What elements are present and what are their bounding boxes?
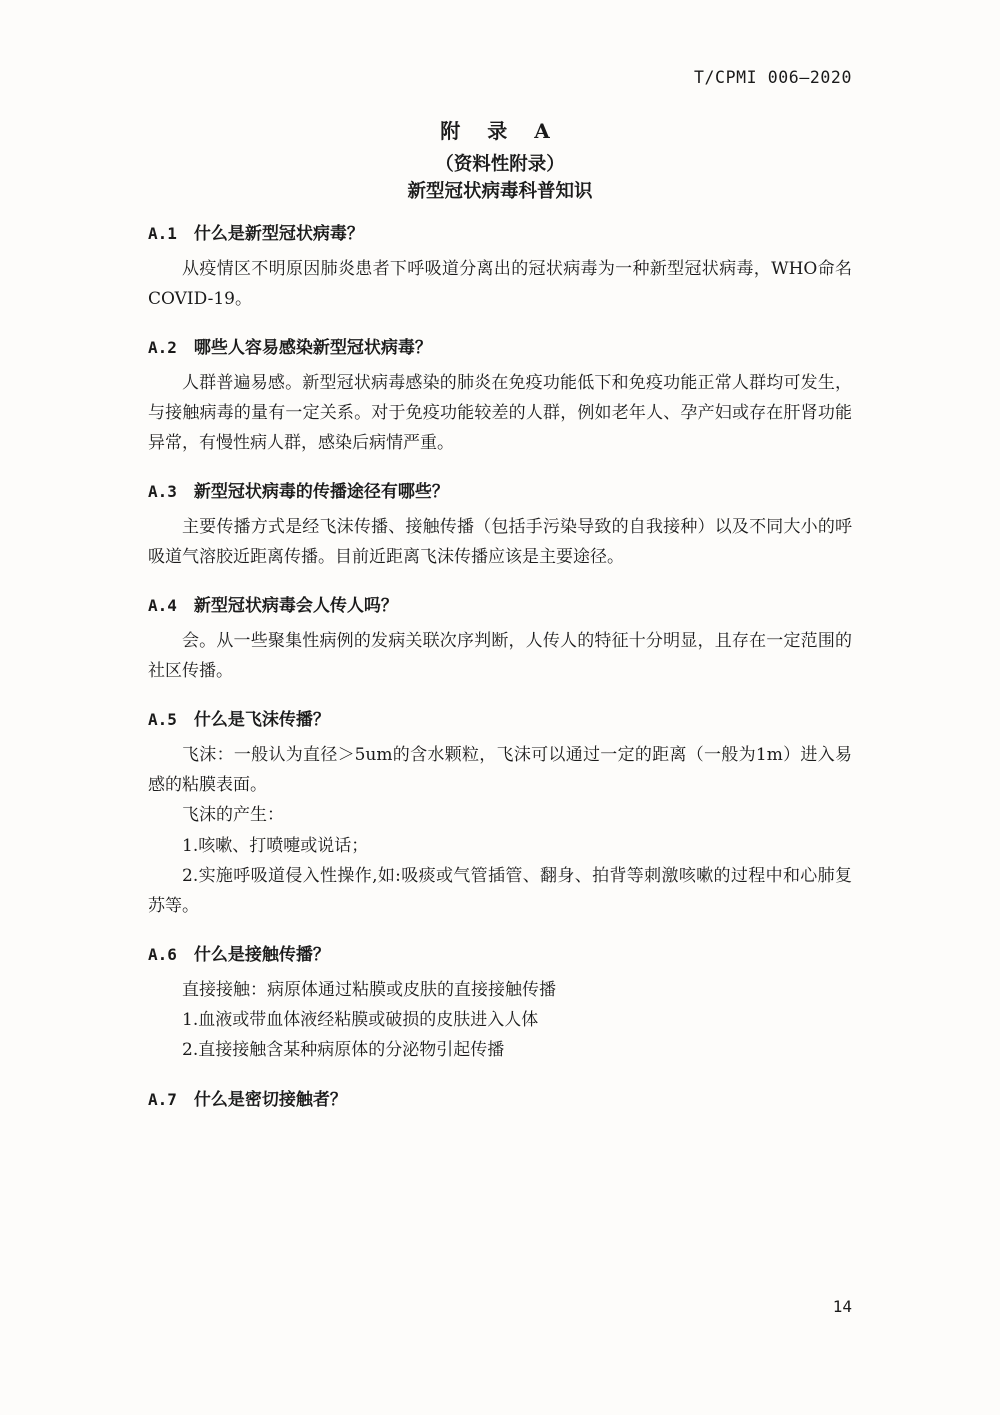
section-a5-list-item-2: 2.实施呼吸道侵入性操作,如:吸痰或气管插管、翻身、拍背等刺激咳嗽的过程中和心肺复苏等。 [148,865,852,916]
section-a7-heading [148,1088,852,1114]
section-a4-heading-text: 新型冠状病毒会人传人吗？ [193,596,398,617]
section-a5 [148,708,852,921]
section-a7-heading-text: 什么是密切接触者？ [193,1089,347,1110]
section-a3-paragraph-1: 主要传播方式是经飞沫传播、接触传播（包括手污染导致的自我接种）以及不同大小的呼吸道气溶胶近距离传播。目前近距离飞沫传播应该是主要途径。 [148,516,852,567]
section-a2-paragraph-1: 人群普遍易感。新型冠状病毒感染的肺炎在免疫功能低下和免疫功能正常人群均可发生，与接触病毒的量有一定关系。对于免疫功能较差的人群，例如老年人、孕产妇或存在肝肾功能异常，有慢性病人群，感染后病情严重。 [148,372,852,453]
section-a1-paragraph-1: 从疫情区不明原因肺炎患者下呼吸道分离出的冠状病毒为一种新型冠状病毒，WHO命名COVID-19。 [148,258,852,309]
page-number: 14 [832,1297,852,1316]
section-a3 [148,480,852,572]
section-a2-number: A.2 [148,338,177,357]
section-a4-number: A.4 [148,596,177,616]
section-a4-paragraph-1: 会。从一些聚集性病例的发病关联次序判断，人传人的特征十分明显，且存在一定范围的社区传播。 [148,630,852,681]
section-a6 [148,943,852,1065]
section-a6-list-item-1: 1.血液或带血体液经粘膜或破损的皮肤进入人体 [182,1010,539,1030]
section-a7 [148,1088,852,1114]
document-body [148,222,852,1135]
section-a6-list-item-2: 2.直接接触含某种病原体的分泌物引起传播 [182,1040,505,1061]
annex-type: （资料性附录） [435,154,565,175]
section-a5-list-item-1: 1.咳嗽、打喷嚏或说话； [182,835,369,856]
section-a6-heading [148,943,852,969]
section-a1-heading-text: 什么是新型冠状病毒？ [193,224,364,244]
section-a2 [148,336,852,458]
annex-label [148,115,852,144]
page-content-area [148,0,852,1415]
section-a5-heading-text: 什么是飞沫传播？ [193,710,330,731]
section-a4 [148,594,852,686]
section-a1 [148,222,852,314]
section-a5-heading [148,708,852,734]
document-standard-code: T/CPMI 006—2020 [693,68,852,87]
section-a2-heading-text: 哪些人容易感染新型冠状病毒？ [193,338,432,358]
section-a7-number: A.7 [148,1089,177,1109]
section-a6-paragraph-1: 直接接触：病原体通过粘膜或皮肤的直接接触传播 [182,979,556,1000]
section-a5-paragraph-2: 飞沫的产生： [182,805,284,826]
annex-title: 新型冠状病毒科普知识 [407,181,593,202]
section-a6-heading-text: 什么是接触传播？ [193,945,330,966]
section-a3-number: A.3 [148,482,177,502]
section-a2-heading [148,336,852,362]
section-a4-heading [148,594,852,620]
section-a1-number: A.1 [148,224,177,243]
section-a3-heading [148,480,852,506]
section-a5-number: A.5 [148,710,177,730]
section-a6-number: A.6 [148,945,177,965]
section-a3-heading-text: 新型冠状病毒的传播途径有哪些？ [193,482,449,503]
section-a1-heading [148,222,852,248]
annex-label-text: 附 录 A [440,119,560,143]
section-a5-paragraph-1: 飞沫：一般认为直径＞5um的含水颗粒，飞沫可以通过一定的距离（一般为1m）进入易感的粘膜表面。 [148,744,852,795]
